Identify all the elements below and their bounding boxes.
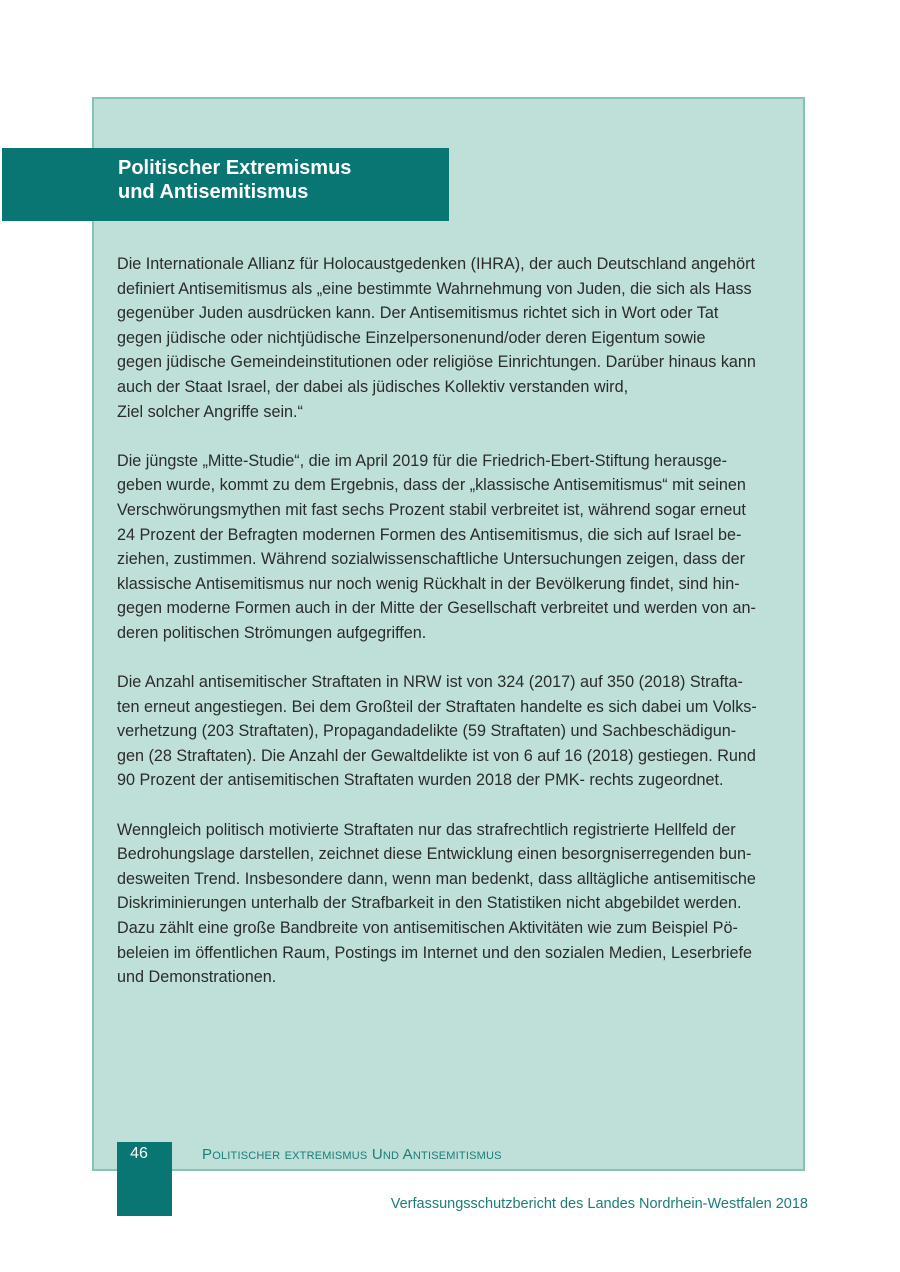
paragraph-ihra-definition	[117, 252, 795, 424]
text-line: desweiten Trend. Insbesondere dann, wenn man bedenkt, dass alltägliche antisemitische	[117, 869, 756, 888]
text-line: gegenüber Juden ausdrücken kann. Der Antisemitismus richtet sich in Wort oder Tat	[117, 304, 719, 323]
text-line: Die Anzahl antisemitischer Straftaten in NRW ist von 324 (2017) auf 350 (2018) Strafta-	[117, 673, 743, 692]
text-line: ten erneut angestiegen. Bei dem Großteil der Straftaten handelte es sich dabei um Volks-	[117, 697, 757, 716]
text-line: ziehen, zustimmen. Während sozialwissenschaftliche Untersuchungen zeigen, dass der	[117, 550, 746, 569]
text-line: deren politischen Strömungen aufgegriffen.	[117, 623, 427, 642]
text-line: gen (28 Straftaten). Die Anzahl der Gewaltdelikte ist von 6 auf 16 (2018) gestiegen. Rund	[117, 746, 756, 765]
text-line: auch der Staat Israel, der dabei als jüdisches Kollektiv verstanden wird,	[117, 377, 629, 396]
page-title	[118, 156, 449, 204]
body-text	[117, 252, 795, 1014]
text-line: Die Internationale Allianz für Holocaustgedenken (IHRA), der auch Deutschland angehört	[117, 255, 755, 273]
text-line: gegen jüdische Gemeindeinstitutionen oder religiöse Einrichtungen. Darüber hinaus kann	[117, 353, 756, 372]
text-line: Bedrohungslage darstellen, zeichnet diese Entwicklung einen besorgniserregenden bun-	[117, 845, 752, 864]
text-line: beleien im öffentlichen Raum, Postings im Internet und den sozialen Medien, Leserbriefe	[117, 943, 752, 962]
text-line: Verschwörungsmythen mit fast sechs Prozent stabil verbreitet ist, während sogar erneut	[117, 500, 746, 519]
text-line: und Demonstrationen.	[117, 968, 277, 987]
title-band	[2, 148, 449, 221]
page-title-line-1: Politischer Extremismus	[118, 157, 352, 179]
text-line: 90 Prozent der antisemitischen Straftaten wurden 2018 der PMK- rechts zugeordnet.	[117, 771, 724, 790]
paragraph-straftaten-nrw	[117, 670, 795, 793]
text-line: Wenngleich politisch motivierte Straftaten nur das strafrechtlich registrierte Hellfeld der	[117, 820, 736, 839]
text-line: Ziel solcher Angriffe sein.“	[117, 402, 303, 421]
text-line: 24 Prozent der Befragten modernen Formen des Antisemitismus, die sich auf Israel be-	[117, 525, 742, 544]
text-line: definiert Antisemitismus als „eine bestimmte Wahrnehmung von Juden, die sich als Hass	[117, 279, 752, 298]
page-number: 46	[130, 1145, 148, 1162]
paragraph-hellfeld	[117, 818, 795, 990]
text-line: Diskriminierungen unterhalb der Strafbarkeit in den Statistiken nicht abgebildet werden.	[117, 894, 742, 913]
text-line: klassische Antisemitismus nur noch wenig Rückhalt in der Bevölkerung findet, sind hin-	[117, 574, 740, 593]
text-line: gegen moderne Formen auch in der Mitte der Gesellschaft verbreitet und werden von an-	[117, 599, 756, 618]
text-line: Die jüngste „Mitte-Studie“, die im April 2019 für die Friedrich-Ebert-Stiftung herausge-	[117, 451, 728, 470]
text-line: geben wurde, kommt zu dem Ergebnis, dass der „klassische Antisemitismus“ mit seinen	[117, 476, 746, 495]
text-line: Dazu zählt eine große Bandbreite von antisemitischen Aktivitäten wie zum Beispiel Pö-	[117, 919, 738, 938]
footer-source: Verfassungsschutzbericht des Landes Nordrhein-Westfalen 2018	[390, 1196, 808, 1212]
text-line: verhetzung (203 Straftaten), Propagandadelikte (59 Straftaten) und Sachbeschädigun-	[117, 722, 737, 741]
page-title-line-2: und Antisemitismus	[118, 181, 309, 203]
text-line: gegen jüdische oder nichtjüdische Einzelpersonenund/oder deren Eigentum sowie	[117, 328, 706, 347]
running-head: Politischer extremismus Und Antisemitismus	[202, 1146, 502, 1163]
paragraph-mitte-studie	[117, 449, 795, 646]
